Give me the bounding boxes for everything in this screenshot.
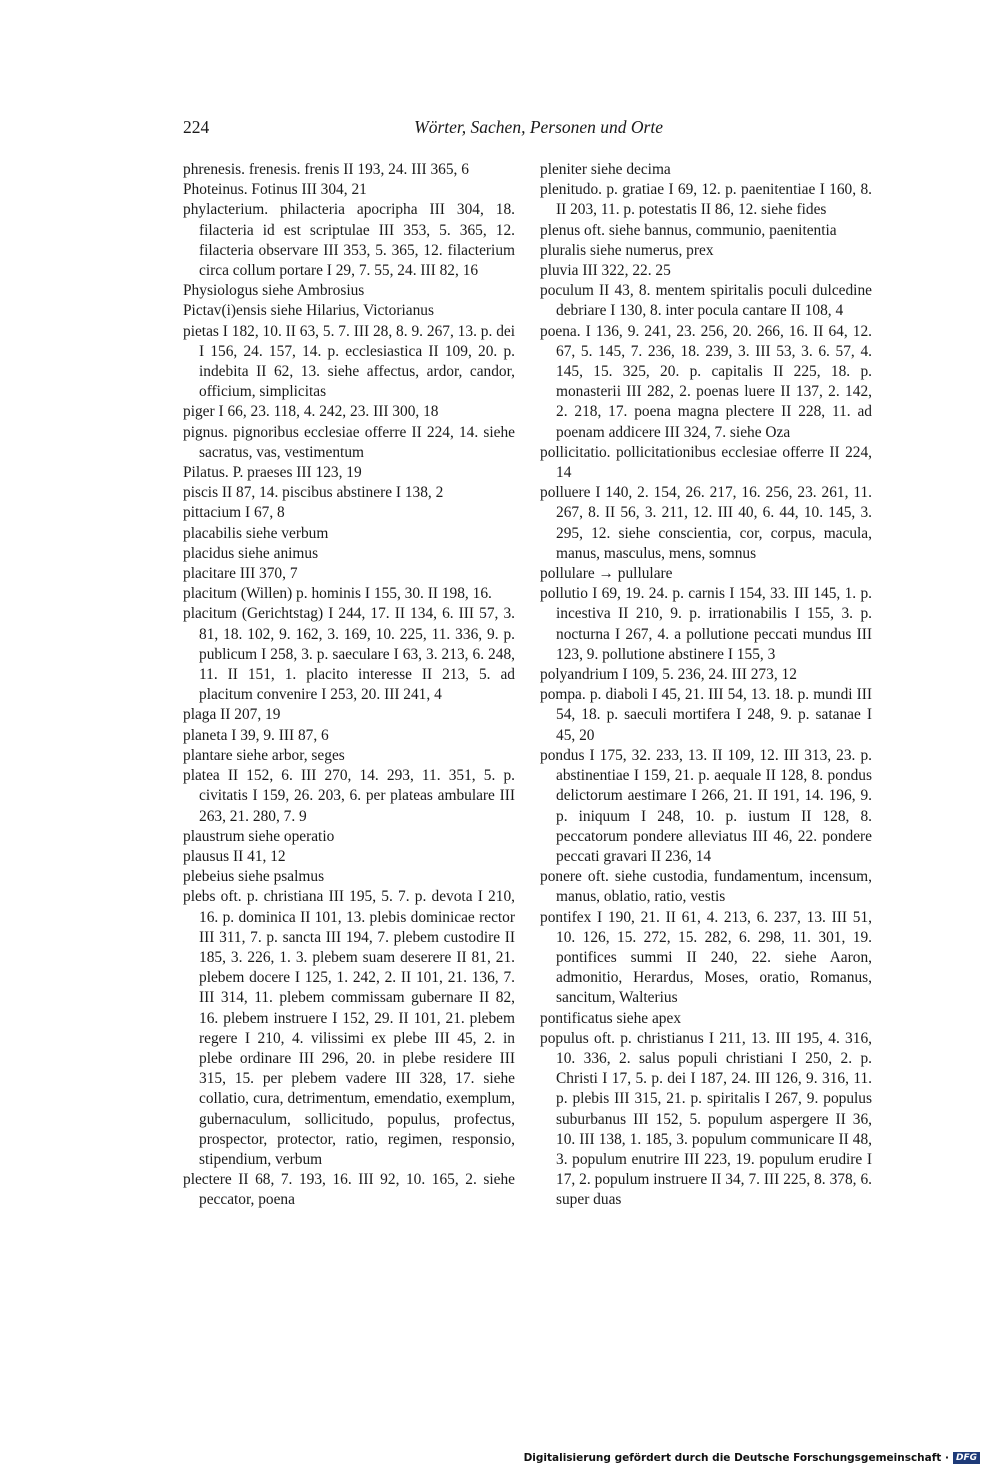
index-entry: pignus. pignoribus ecclesiae offerre II 224, 14. siehe sacratus, vas, vestimentum (183, 423, 515, 461)
index-entry: plaga II 207, 19 (183, 706, 281, 724)
index-entry: placitum (Gerichtstag) I 244, 17. II 134, 6. III 57, 3. 81, 18. 102, 9. 162, 3. 169, 10. 225, 11. 336, 9. p. publicum I 258, 3. p. saeculare I 63, 3. 213, 6. 248, 11. II 151, 1. placito interesse II 213, 5. ad placitum convenire I 253, 20. III 241, 4 (183, 605, 515, 704)
index-entry: plausus II 41, 12 (183, 847, 286, 865)
index-entry: Photeinus. Fotinus III 304, 21 (183, 181, 367, 199)
index-entry: plaustrum siehe operatio (183, 827, 335, 845)
index-entry: piger I 66, 23. 118, 4. 242, 23. III 300, 18 (183, 403, 439, 421)
index-entry: pleniter siehe decima (540, 161, 671, 178)
index-entry: phrenesis. frenesis. frenis II 193, 24. III 365, 6 (183, 161, 469, 178)
index-entry: placitare III 370, 7 (183, 565, 298, 583)
index-entry: placabilis siehe verbum (183, 524, 329, 542)
index-entry: piscis II 87, 14. piscibus abstinere I 138, 2 (183, 484, 444, 502)
index-entry: pontifex I 190, 21. II 61, 4. 213, 6. 237, 13. III 51, 10. 126, 15. 272, 15. 282, 6. 298, 11. 301, 19. pontifices summi II 240, 22. siehe Aaron, admonitio, Herardus, Moses, oratio, Romanus, sancitum, Walterius (540, 908, 872, 1007)
index-entry: pietas I 182, 10. II 63, 5. 7. III 28, 8. 9. 267, 13. p. dei I 156, 24. 157, 14. p. ecclesiastica II 109, 20. p. indebita II 62, 13. siehe affectus, ardor, candor, officium, simplicitas (183, 322, 515, 401)
index-entry: phylacterium. philacteria apocripha III 304, 18. filacteria id est scriptulae III 353, 5. 365, 12. filacteria observare III 353, 5. 365, 12. filacterium circa collum portare I 29, 7. 55, 24. III 82, 16 (183, 201, 515, 280)
index-entry: plenitudo. p. gratiae I 69, 12. p. paenitentiae I 160, 8. II 203, 11. p. potestatis II 86, 12. siehe fides (540, 181, 872, 219)
index-entry: plebs oft. p. christiana III 195, 5. 7. p. devota I 210, 16. p. dominica II 101, 13. plebis dominicae rector III 311, 7. p. sancta III 194, 7. plebem custodire II 185, 3. 226, 1. 3. plebem suam deserere II 81, 21. plebem docere I 125, 1. 242, 2. II 101, 21. 136, 7. III 314, 11. plebem commissam gubernare II 82, 16. plebem instruere I 152, 29. II 101, 21. plebem regere I 210, 4. vilissimi ex plebe III 45, 2. in plebe ordinare III 296, 20. in plebe residere III 315, 15. per plebem vadere III 328, 17. siehe collatio, cura, detrimentum, emendatio, exemplum, gubernaculum, sollicitudo, populus, profectus, prospector, protector, ratio, regimen, responsio, stipendium, verbum (183, 888, 515, 1168)
index-entry: polluere I 140, 2. 154, 26. 217, 16. 256, 23. 261, 11. 267, 8. II 56, 3. 211, 12. III 40, 6. 44, 10. 145, 3. 295, 12. siehe conscientia, cor, corpus, macula, manus, masculus, mens, somnus (540, 484, 872, 562)
index-entry: pollutio I 69, 19. 24. p. carnis I 154, 33. III 145, 1. p. incestiva II 210, 9. p. irrationabilis I 155, 3. p. nocturna I 267, 4. a pollutione peccati mundus III 123, 9. pollutione abstinere I 155, 3 (540, 585, 872, 663)
index-entry: plenus oft. siehe bannus, communio, paenitentia (540, 221, 837, 239)
index-entry: pluvia III 322, 22. 25 (540, 262, 671, 280)
index-entry: Pictav(i)ensis siehe Hilarius, Victorianus (183, 302, 434, 320)
index-entry: Physiologus siehe Ambrosius (183, 282, 365, 300)
running-title: Wörter, Sachen, Personen und Orte (414, 117, 663, 137)
index-entry: poena. I 136, 9. 241, 23. 256, 20. 266, 16. II 64, 12. 67, 5. 145, 7. 236, 18. 239, 3. III 53, 3. 6. 57, 4. 145, 15. 325, 20. p. capitalis II 225, 18. p. monasterii III 282, 2. poenas luere II 137, 2. 142, 2. 218, 17. poena magna plectere II 228, 11. ad poenam addicere III 324, 7. siehe Oza (540, 322, 872, 441)
index-entry: pluralis siehe numerus, prex (540, 241, 714, 259)
page-footer (524, 1452, 980, 1464)
index-entry: pollicitatio. pollicitationibus ecclesiae offerre II 224, 14 (540, 443, 872, 482)
index-entry: populus oft. p. christianus I 211, 13. III 195, 4. 316, 10. 336, 2. salus populi christiani I 250, 2. p. Christi I 17, 5. p. dei I 187, 24. III 126, 9. 316, 11. p. plebis III 315, 21. p. spiritalis I 267, 9. populus suburbanus III 152, 5. populum aspergere II 36, 10. III 138, 1. 185, 3. populum communicare II 48, 3. populum enutrire III 223, 19. populum erudire I 17, 2. populum instruere II 34, 7. III 225, 8. 378, 6. super duas (540, 1029, 872, 1209)
index-entry: plectere II 68, 7. 193, 16. III 92, 10. 165, 2. siehe peccator, poena (183, 1171, 515, 1209)
page-number: 224 (183, 117, 210, 137)
dfg-logo: DFG (953, 1452, 980, 1464)
page-header (183, 117, 663, 141)
index-column-left (183, 160, 515, 1211)
index-column-right (540, 160, 872, 1211)
index-entry: placidus siehe animus (183, 544, 319, 562)
index-entry: plebeius siehe psalmus (183, 868, 325, 886)
index-entry: pollulare → pullulare (540, 565, 673, 583)
index-entry: pittacium I 67, 8 (183, 504, 285, 522)
index-entry: planeta I 39, 9. III 87, 6 (183, 726, 329, 744)
index-entry: platea II 152, 6. III 270, 14. 293, 11. 351, 5. p. civitatis I 159, 26. 203, 6. per plateas ambulare III 263, 21. 280, 7. 9 (183, 767, 515, 825)
index-entry: pompa. p. diaboli I 45, 21. III 54, 13. 18. p. mundi III 54, 18. p. saeculi mortifera I 248, 9. p. satanae I 45, 20 (540, 686, 872, 744)
index-entry: ponere oft. siehe custodia, fundamentum, incensum, manus, oblatio, ratio, vestis (540, 868, 872, 906)
index-entry: pondus I 175, 32. 233, 13. II 109, 12. III 313, 23. p. abstinentiae I 159, 21. p. aequale II 128, 8. pondus delictorum aestimare I 266, 21. II 191, 14. 196, 9. p. iniquum I 248, 10. p. iustum II 128, 8. peccatorum pondere alleviatus III 46, 22. pondere peccati gravari II 236, 14 (540, 746, 872, 865)
index-entry: pontificatus siehe apex (540, 1009, 682, 1027)
index-entry: plantare siehe arbor, seges (183, 746, 345, 764)
index-entry: placitum (Willen) p. hominis I 155, 30. II 198, 16. (183, 585, 492, 603)
index-entry: polyandrium I 109, 5. 236, 24. III 273, 12 (540, 666, 797, 684)
index-entry: Pilatus. P. praeses III 123, 19 (183, 464, 362, 482)
footer-credit: Digitalisierung gefördert durch die Deutsche Forschungsgemeinschaft · (523, 1452, 949, 1464)
index-entry: poculum II 43, 8. mentem spiritalis poculi dulcedine debriare I 130, 8. inter pocula cantare II 108, 4 (540, 282, 872, 320)
